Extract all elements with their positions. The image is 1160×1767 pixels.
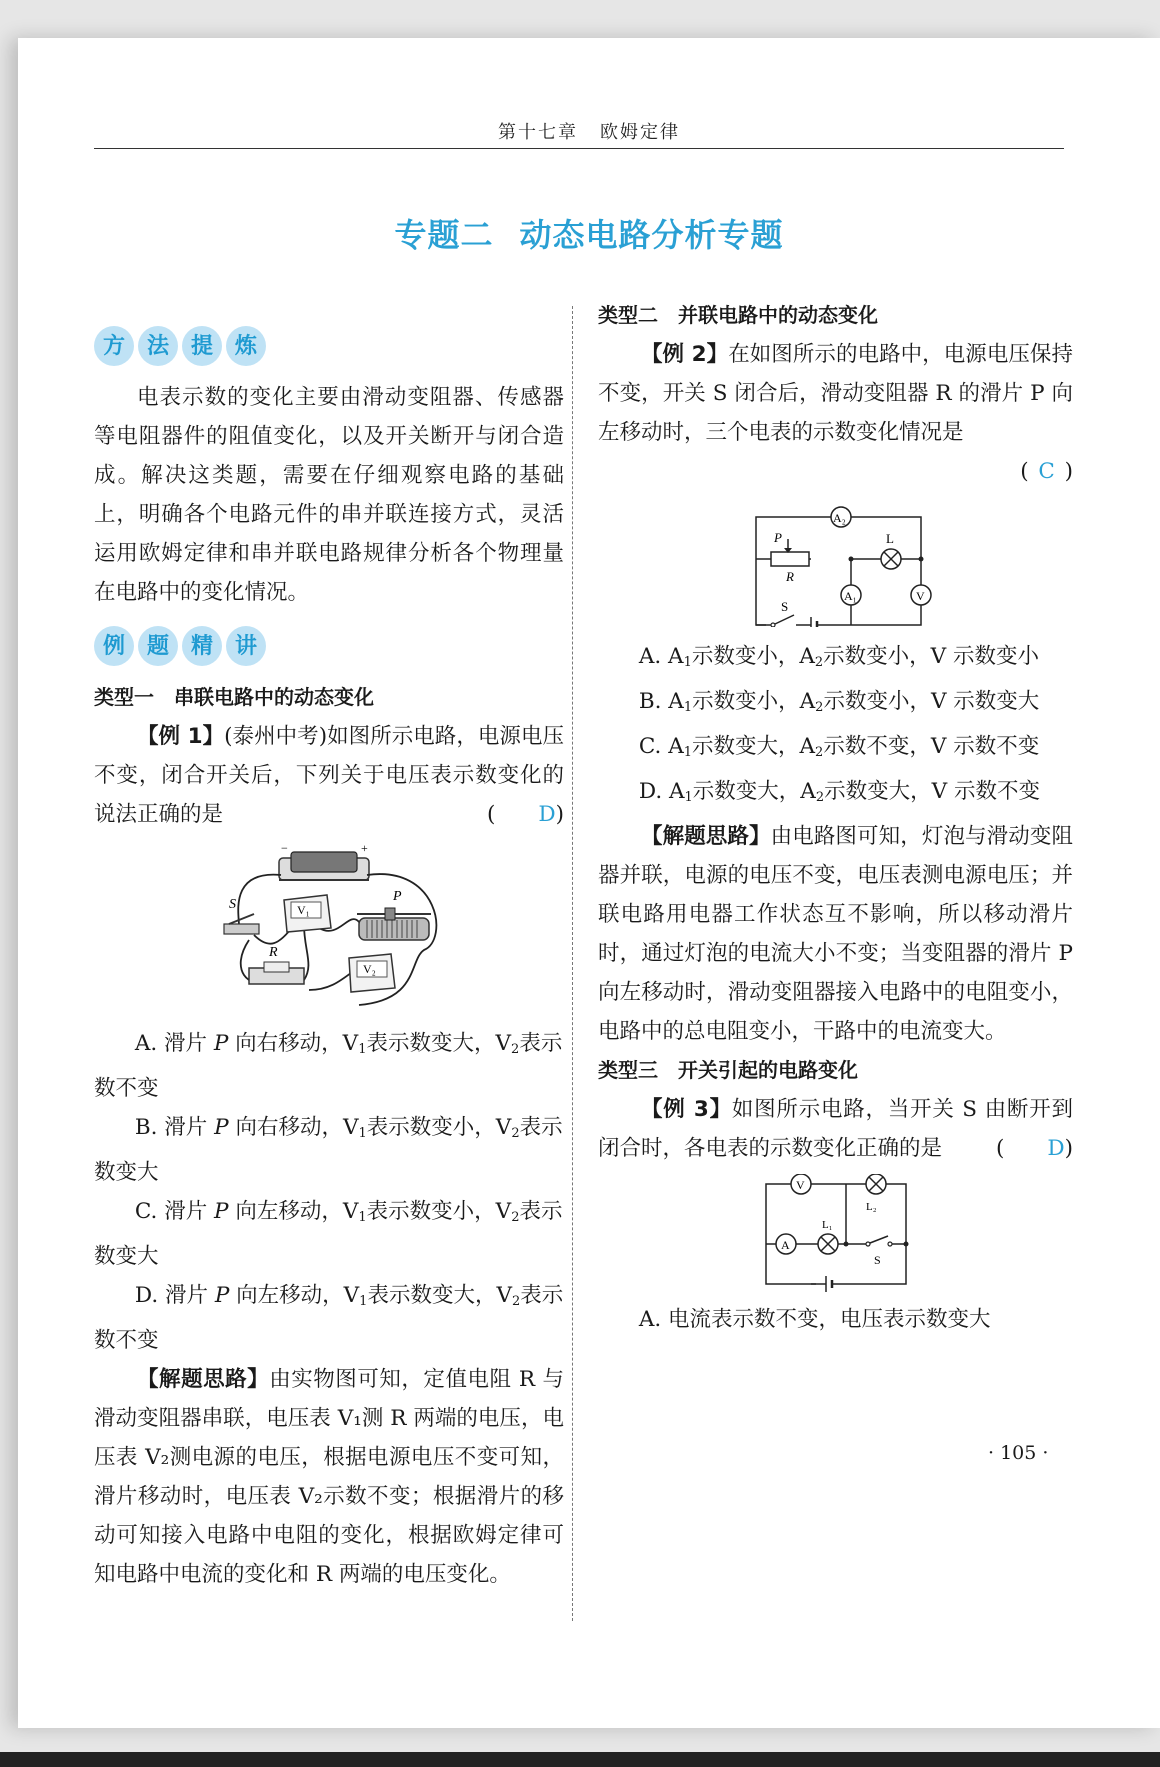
topic-label: 专题二 [394, 216, 494, 254]
option-text: 表示数不变 [94, 1031, 563, 1101]
option-sub: 1 [684, 790, 693, 805]
type1-heading: 类型一 串联电路中的动态变化 [94, 685, 374, 709]
column-divider [572, 306, 573, 1621]
option-text: 向右移动，V [228, 1031, 359, 1056]
option-sub: 2 [511, 1042, 520, 1057]
option-text: 示数变大，V 示数不变 [824, 779, 1040, 804]
option-sub: 2 [815, 700, 824, 715]
example2-option-c [598, 727, 1073, 772]
option-text: 表示数变小，V [366, 1199, 512, 1224]
battery-plus: + [361, 841, 368, 855]
analysis-tag: 【解题思路】 [137, 1367, 270, 1392]
chapter-title: 欧姆定律 [600, 122, 680, 143]
method-badge [94, 326, 564, 368]
a-label: A [780, 1238, 790, 1252]
option-text: A. A [638, 644, 684, 669]
option-text: D. A [638, 779, 685, 804]
badge-char: 方 [94, 326, 134, 366]
option-text: B. A [638, 689, 684, 714]
badge-char: 讲 [226, 626, 266, 666]
l1-label: L₁ [821, 1219, 833, 1231]
option-var: P [214, 1115, 229, 1140]
option-sub: 1 [359, 1294, 368, 1309]
example1-answer: ( D) [444, 795, 564, 834]
option-sub: 1 [358, 1126, 367, 1141]
a1-label: A₁ [843, 589, 857, 603]
example1-figure [94, 840, 564, 1020]
option-text: A. 滑片 [134, 1031, 214, 1056]
option-text: D. 滑片 [134, 1283, 215, 1308]
type3-heading: 类型三 开关引起的电路变化 [598, 1058, 858, 1082]
example2-option-b [598, 682, 1073, 727]
example-badge [94, 626, 564, 668]
slider-label: P [393, 889, 402, 904]
option-text: B. 滑片 [134, 1115, 215, 1140]
header-rule [94, 148, 1064, 149]
option-text: 表示数变大，V [366, 1031, 512, 1056]
example1-tag: 【例 1】 [137, 724, 225, 749]
parallel-circuit-diagram [736, 497, 936, 627]
option-text: 表示数变大，V [367, 1283, 512, 1308]
l2-label: L₂ [865, 1201, 877, 1213]
example1-question [94, 717, 564, 834]
v-label: V [795, 1178, 805, 1192]
example3-answer: ( D) [953, 1129, 1073, 1168]
option-text: 表示数变大 [94, 1115, 563, 1185]
option-text: 表示数不变 [94, 1283, 564, 1353]
option-sub: 1 [683, 700, 693, 715]
running-header [18, 118, 1160, 144]
option-sub: 1 [683, 745, 693, 760]
example2-text: 在如图所示的电路中，电源电压保持不变，开关 S 闭合后，滑动变阻器 R 的滑片 P 向左移动时，三个电表的示数变化情况是 [598, 342, 1073, 445]
example1-option-d [94, 1276, 564, 1360]
answer-letter: D [538, 802, 556, 827]
option-text: 示数变小，V 示数变大 [823, 689, 1040, 714]
example3-question [598, 1090, 1073, 1168]
badge-char: 法 [138, 326, 178, 366]
option-sub: 1 [683, 655, 692, 670]
topic-name: 动态电路分析专题 [519, 216, 784, 254]
option-var: P [214, 1199, 229, 1224]
example2-figure [598, 497, 1073, 627]
option-text: 示数变小，A [692, 689, 816, 714]
type2-heading: 类型二 并联电路中的动态变化 [598, 303, 878, 327]
analysis-text: 由实物图可知，定值电阻 R 与滑动变阻器串联，电压表 V₁测 R 两端的电压，电压表 V₂测电源的电压，根据电源电压不变可知，滑片移动时，电压表 V₂示数不变；根据滑片的移动可知接入电路中电阻的变化，根据欧姆定律可知电路中电流的变化和 R 两端的电压变化。 [94, 1367, 564, 1587]
badge-char: 题 [138, 626, 178, 666]
example2-option-a [598, 637, 1073, 682]
example2-answer: ( C ) [598, 452, 1073, 491]
switch-label: S [873, 1253, 881, 1267]
option-text: 示数变大，A [692, 734, 816, 759]
option-sub: 2 [815, 790, 825, 805]
analysis-tag: 【解题思路】 [641, 824, 771, 849]
example2-option-d [598, 772, 1073, 817]
option-sub: 2 [511, 1126, 520, 1141]
analysis-text: 由电路图可知，灯泡与滑动变阻器并联，电源的电压不变，电压表测电源电压；并联电路用电器工作状态互不影响，所以移动滑片时，通过灯泡的电流大小不变；当变阻器的滑片 P 向左移动时，滑动变阻器接入电路中的电阻变小，电路中的总电阻变小，干路中的电流变大。 [598, 824, 1073, 1044]
switch-label: S [780, 599, 788, 614]
option-text: 示数变大，A [692, 779, 816, 804]
badge-char: 例 [94, 626, 134, 666]
v1-label: V₁ [297, 903, 310, 917]
example2-question [598, 335, 1073, 452]
option-sub: 1 [358, 1042, 367, 1057]
v2-label: V₂ [363, 962, 376, 976]
option-sub: 1 [358, 1210, 367, 1225]
topic-title [18, 210, 1160, 256]
textbook-page [18, 38, 1160, 1728]
switch-circuit-diagram [746, 1174, 926, 1294]
a2-label: A₂ [832, 511, 846, 525]
resistor-label: R [785, 569, 794, 584]
example1-option-b [94, 1108, 564, 1192]
option-sub: 2 [815, 745, 824, 760]
option-sub: 2 [511, 1210, 520, 1225]
slider-label: P [773, 530, 782, 545]
option-var: P [213, 1031, 229, 1056]
option-text: 示数变小，V 示数变小 [823, 644, 1040, 669]
badge-char: 炼 [226, 326, 266, 366]
option-text: 示数变小，A [691, 644, 815, 669]
option-text: 向左移动，V [228, 1199, 359, 1224]
example1-source: (泰州中考) [224, 724, 328, 749]
chapter-number: 第十七章 [498, 122, 578, 143]
option-text: 表示数变大 [94, 1199, 563, 1269]
badge-char: 精 [182, 626, 222, 666]
option-text: 示数不变，V 示数不变 [823, 734, 1040, 759]
option-sub: 2 [814, 655, 824, 670]
right-column [598, 296, 1073, 1339]
physical-circuit-diagram [209, 840, 449, 1020]
example3-figure [598, 1174, 1073, 1294]
option-text: 表示数变小，V [366, 1115, 512, 1140]
option-text: C. A [638, 734, 684, 759]
example3-tag: 【例 3】 [641, 1097, 732, 1122]
battery-minus: − [281, 841, 288, 855]
resistor-label: R [269, 945, 278, 960]
switch-label: S [229, 897, 236, 912]
left-column [94, 322, 564, 1594]
example1-option-a [94, 1024, 564, 1108]
method-text: 电表示数的变化主要由滑动变阻器、传感器等电阻器件的阻值变化，以及开关断开与闭合造成。解决这类题，需要在仔细观察电路的基础上，明确各个电路元件的串并联连接方式，灵活运用欧姆定律和串并联电路规律分析各个物理量在电路中的变化情况。 [94, 385, 564, 605]
option-text: 向左移动，V [229, 1283, 360, 1308]
example1-option-c [94, 1192, 564, 1276]
example3-text: 如图所示电路，当开关 S 由断开到闭合时，各电表的示数变化正确的是 [598, 1097, 1073, 1161]
option-sub: 2 [511, 1294, 521, 1309]
page-number: · 105 · [988, 1442, 1049, 1464]
viewer-bottom-bar [0, 1752, 1160, 1767]
option-var: P [214, 1283, 230, 1308]
answer-letter: C [1038, 459, 1055, 484]
answer-letter: D [1047, 1136, 1065, 1161]
example3-option-a: A. 电流表示数不变，电压表示数变大 [638, 1307, 991, 1332]
option-text: 向右移动，V [228, 1115, 359, 1140]
example2-analysis [598, 817, 1073, 1051]
example1-analysis [94, 1360, 564, 1594]
badge-char: 提 [182, 326, 222, 366]
lamp-label: L [885, 531, 894, 546]
option-text: C. 滑片 [134, 1199, 215, 1224]
example1-text: 如图所示电路，电源电压不变，闭合开关后，下列关于电压表示数变化的说法正确的是 [94, 724, 564, 827]
example2-tag: 【例 2】 [641, 342, 729, 367]
v-label: V [915, 589, 925, 603]
